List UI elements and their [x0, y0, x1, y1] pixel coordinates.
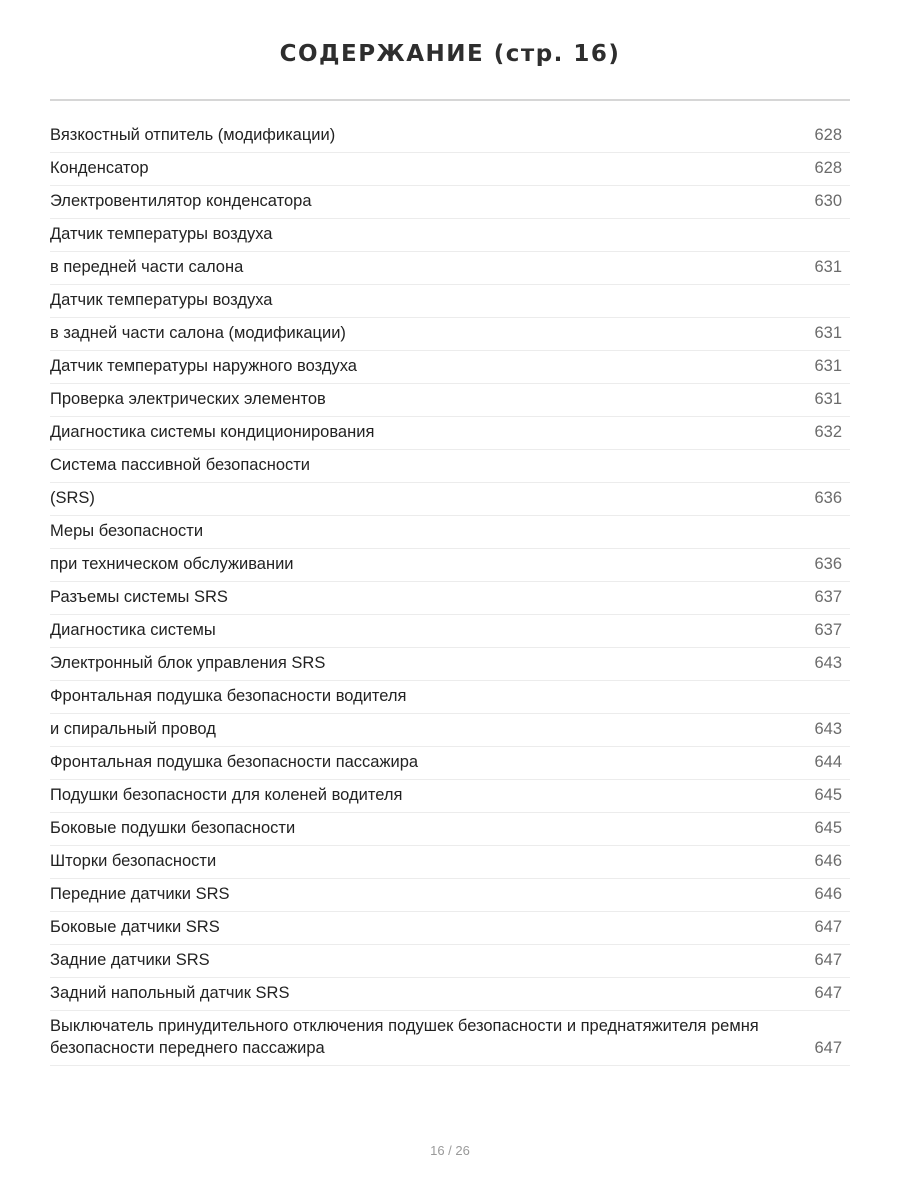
toc-entry-title: Электронный блок управления SRS [50, 654, 326, 672]
toc-entry-page: 647 [814, 918, 842, 936]
toc-entry-page: 643 [814, 654, 842, 672]
toc-entry-page: 631 [814, 258, 842, 276]
toc-entry-title: Боковые датчики SRS [50, 918, 220, 936]
toc-entry-page: 631 [814, 390, 842, 408]
toc-entry-page: 637 [814, 621, 842, 639]
toc-entry-title: Задние датчики SRS [50, 951, 210, 969]
page-number: 16 / 26 [430, 1143, 470, 1158]
toc-entry [50, 846, 850, 879]
toc-entry-title: Электровентилятор конденсатора [50, 192, 312, 210]
toc-entry-page: 628 [814, 159, 842, 177]
toc-entry [50, 648, 850, 681]
toc-entry-page: 646 [814, 852, 842, 870]
toc-entry-page: 646 [814, 885, 842, 903]
toc-entry-page: 647 [814, 1039, 842, 1057]
toc-entry [50, 483, 850, 516]
toc-entry [50, 879, 850, 912]
toc-entry-title: Задний напольный датчик SRS [50, 984, 290, 1002]
toc-entry-title: Проверка электрических элементов [50, 390, 326, 408]
toc-entry-title: Фронтальная подушка безопасности пассажира [50, 753, 419, 771]
toc-entry-page: 637 [814, 588, 842, 606]
toc-entry-page: 647 [814, 951, 842, 969]
toc-entry [50, 285, 850, 318]
toc-entry [50, 945, 850, 978]
toc-entry [50, 549, 850, 582]
toc-entry-title: Подушки безопасности для коленей водителя [50, 786, 403, 804]
title-divider [50, 99, 850, 101]
toc-entry-page: 644 [814, 753, 842, 771]
toc-entry [50, 1011, 850, 1066]
toc-entry-title: Боковые подушки безопасности [50, 819, 296, 837]
toc-entry-page: 643 [814, 720, 842, 738]
toc-entry-title: Диагностика системы [50, 621, 216, 639]
toc-entry-title: Система пассивной безопасности [50, 456, 311, 474]
toc-entry-title: и спиральный провод [50, 720, 216, 738]
toc-list [50, 120, 850, 1066]
toc-entry-page: 628 [814, 126, 842, 144]
toc-entry-title: Передние датчики SRS [50, 885, 230, 903]
toc-entry-title: Конденсатор [50, 159, 149, 177]
toc-entry-title: в задней части салона (модификации) [50, 324, 346, 342]
toc-entry [50, 714, 850, 747]
toc-entry [50, 813, 850, 846]
toc-entry-title: Разъемы системы SRS [50, 588, 228, 606]
toc-entry-title: Вязкостный отпитель (модификации) [50, 126, 336, 144]
toc-entry [50, 615, 850, 648]
toc-entry-page: 636 [814, 555, 842, 573]
toc-entry [50, 252, 850, 285]
toc-entry-title: Фронтальная подушка безопасности водителя [50, 687, 407, 705]
toc-entry [50, 516, 850, 549]
toc-entry-title: при техническом обслуживании [50, 555, 294, 573]
toc-entry-page: 636 [814, 489, 842, 507]
page-title: СОДЕРЖАНИЕ (стр. 16) [279, 41, 621, 67]
toc-entry-title: Датчик температуры воздуха [50, 225, 273, 243]
toc-entry [50, 780, 850, 813]
toc-entry-title: Датчик температуры наружного воздуха [50, 357, 357, 375]
toc-entry-title: Датчик температуры воздуха [50, 291, 273, 309]
toc-entry [50, 318, 850, 351]
toc-entry-page: 630 [814, 192, 842, 210]
toc-entry [50, 978, 850, 1011]
toc-entry-title: Меры безопасности [50, 522, 204, 540]
toc-entry-page: 645 [814, 819, 842, 837]
toc-entry-page: 631 [814, 357, 842, 375]
toc-entry-title: в передней части салона [50, 258, 244, 276]
toc-entry [50, 912, 850, 945]
toc-entry [50, 351, 850, 384]
toc-entry [50, 417, 850, 450]
toc-entry [50, 681, 850, 714]
toc-entry [50, 120, 850, 153]
toc-entry [50, 186, 850, 219]
toc-entry-page: 632 [814, 423, 842, 441]
toc-entry [50, 747, 850, 780]
toc-entry-title: Шторки безопасности [50, 852, 217, 870]
toc-entry [50, 384, 850, 417]
toc-entry-title: Выключатель принудительного отключения подушек безопасности и преднатяжителя ремня безопасности переднего пассажира [50, 1017, 759, 1057]
toc-entry-title: (SRS) [50, 489, 95, 507]
toc-entry [50, 582, 850, 615]
toc-entry [50, 153, 850, 186]
toc-entry-page: 647 [814, 984, 842, 1002]
toc-entry [50, 450, 850, 483]
toc-entry-title: Диагностика системы кондиционирования [50, 423, 375, 441]
toc-entry-page: 645 [814, 786, 842, 804]
toc-entry-page: 631 [814, 324, 842, 342]
toc-entry [50, 219, 850, 252]
